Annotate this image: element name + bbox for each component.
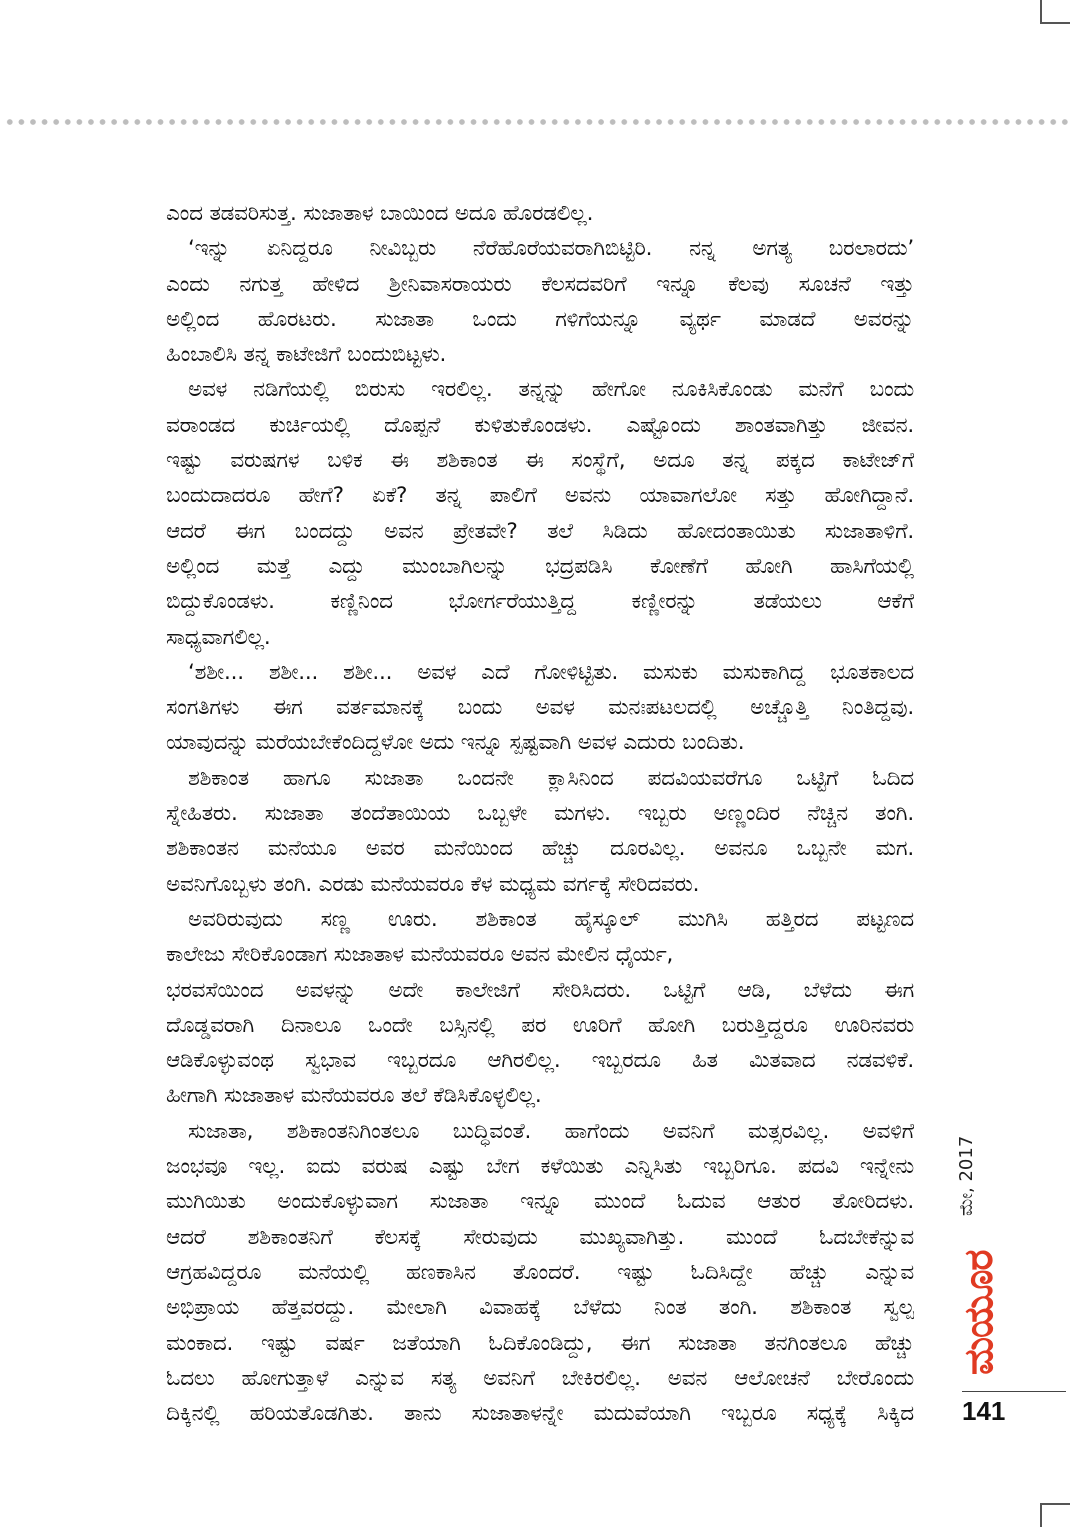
- page-number-rule: [962, 1391, 1066, 1392]
- text-line: ಆದರೆ ಈಗ ಬಂದದ್ದು ಅವನ ಪ್ರೇತವೇ? ತಲೆ ಸಿಡಿದು ಹೋದಂತಾಯಿತು ಸುಜಾತಾಳಿಗೆ.: [166, 518, 914, 544]
- magazine-logo: ಮಯೂರ: [956, 1250, 1002, 1375]
- text-line: ಬಂದುದಾದರೂ ಹೇಗೆ? ಏಕೆ? ತನ್ನ ಪಾಲಿಗೆ ಅವನು ಯಾವಾಗಲೋ ಸತ್ತು ಹೋಗಿದ್ದಾನೆ.: [166, 483, 914, 509]
- text-line: ‘ಶಶೀ... ಶಶೀ... ಶಶೀ... ಅವಳ ಎದೆ ಗೋಳಿಟ್ಟಿತು. ಮಸುಕು ಮಸುಕಾಗಿದ್ದ ಭೂತಕಾಲದ: [188, 659, 914, 685]
- text-line: ಯಾವುದನ್ನು ಮರೆಯಬೇಕೆಂದಿದ್ದಳೋ ಅದು ಇನ್ನೂ ಸ್ಪಷ್ಟವಾಗಿ ಅವಳ ಎದುರು ಬಂದಿತು.: [166, 730, 745, 756]
- text-line: ಓದಲು ಹೋಗುತ್ತಾಳೆ ಎನ್ನುವ ಸತ್ಯ ಅವನಿಗೆ ಬೇಕಿರಲಿಲ್ಲ. ಅವನ ಆಲೋಚನೆ ಬೇರೊಂದು: [166, 1365, 914, 1391]
- text-line: ಅವನಿಗೊಬ್ಬಳು ತಂಗಿ. ಎರಡು ಮನೆಯವರೂ ಕೆಳ ಮಧ್ಯಮ ವರ್ಗಕ್ಕೆ ಸೇರಿದವರು.: [166, 871, 700, 897]
- text-line: ಇಷ್ಟು ವರುಷಗಳ ಬಳಿಕ ಈ ಶಶಿಕಾಂತ ಈ ಸಂಸ್ಥೆಗೆ, ಅದೂ ತನ್ನ ಪಕ್ಕದ ಕಾಟೇಜ್‌ಗೆ: [166, 448, 914, 474]
- text-line: ಸ್ನೇಹಿತರು. ಸುಜಾತಾ ತಂದೆತಾಯಿಯ ಒಬ್ಬಳೇ ಮಗಳು. ಇಬ್ಬರು ಅಣ್ಣಂದಿರ ನೆಚ್ಚಿನ ತಂಗಿ.: [166, 801, 914, 827]
- text-line: ಭರವಸೆಯಿಂದ ಅವಳನ್ನು ಅದೇ ಕಾಲೇಜಿಗೆ ಸೇರಿಸಿದರು. ಒಟ್ಟಿಗೆ ಆಡಿ, ಬೆಳೆದು ಈಗ: [166, 977, 914, 1003]
- text-line: ವರಾಂಡದ ಕುರ್ಚಿಯಲ್ಲಿ ದೊಪ್ಪನೆ ಕುಳಿತುಕೊಂಡಳು. ಎಷ್ಟೊಂದು ಶಾಂತವಾಗಿತ್ತು ಜೀವನ.: [166, 412, 914, 438]
- text-line: ಶಶಿಕಾಂತನ ಮನೆಯೂ ಅವರ ಮನೆಯಿಂದ ಹೆಚ್ಚು ದೂರವಿಲ್ಲ. ಅವನೂ ಒಬ್ಬನೇ ಮಗ.: [166, 836, 914, 862]
- text-line: ಅಲ್ಲಿಂದ ಮತ್ತೆ ಎದ್ದು ಮುಂಬಾಗಿಲನ್ನು ಭದ್ರಪಡಿಸಿ ಕೋಣೆಗೆ ಹೋಗಿ ಹಾಸಿಗೆಯಲ್ಲಿ: [166, 553, 914, 579]
- text-line: ಸಾಧ್ಯವಾಗಲಿಲ್ಲ.: [166, 624, 271, 650]
- dotted-header-rule: [4, 118, 1070, 126]
- text-line: ಜಂಭವೂ ಇಲ್ಲ. ಐದು ವರುಷ ಎಷ್ಟು ಬೇಗ ಕಳೆಯಿತು ಎನ್ನಿಸಿತು ಇಬ್ಬರಿಗೂ. ಪದವಿ ಇನ್ನೇನು: [166, 1154, 914, 1180]
- page-number: 141: [962, 1396, 1006, 1426]
- text-line: ಬಿದ್ದುಕೊಂಡಳು. ಕಣ್ಣಿನಿಂದ ಭೋರ್ಗರೆಯುತ್ತಿದ್ದ ಕಣ್ಣೀರನ್ನು ತಡೆಯಲು ಆಕೆಗೆ: [166, 589, 914, 615]
- text-line: ‘ಇನ್ನು ಏನಿದ್ದರೂ ನೀವಿಬ್ಬರು ನೆರೆಹೊರೆಯವರಾಗಿಬಿಟ್ಟಿರಿ. ನನ್ನ ಅಗತ್ಯ ಬರಲಾರದು’: [188, 236, 914, 262]
- text-line: ದೊಡ್ಡವರಾಗಿ ದಿನಾಲೂ ಒಂದೇ ಬಸ್ಸಿನಲ್ಲಿ ಪರ ಊರಿಗೆ ಹೋಗಿ ಬರುತ್ತಿದ್ದರೂ ಊರಿನವರು: [166, 1012, 914, 1038]
- text-line: ಅವರಿರುವುದು ಸಣ್ಣ ಊರು. ಶಶಿಕಾಂತ ಹೈಸ್ಕೂಲ್ ಮುಗಿಸಿ ಹತ್ತಿರದ ಪಟ್ಟಣದ: [188, 906, 914, 932]
- text-line: ಮಂಕಾದ. ಇಷ್ಟು ವರ್ಷ ಜತೆಯಾಗಿ ಓದಿಕೊಂಡಿದ್ದು, ಈಗ ಸುಜಾತಾ ತನಗಿಂತಲೂ ಹೆಚ್ಚು: [166, 1330, 914, 1356]
- text-line: ಆಡಿಕೊಳ್ಳುವಂಥ ಸ್ವಭಾವ ಇಬ್ಬರದೂ ಆಗಿರಲಿಲ್ಲ. ಇಬ್ಬರದೂ ಹಿತ ಮಿತವಾದ ನಡವಳಿಕೆ.: [166, 1048, 914, 1074]
- text-line: ಹಿಂಬಾಲಿಸಿ ತನ್ನ ಕಾಟೇಜಿಗೆ ಬಂದುಬಿಟ್ಟಳು.: [166, 342, 447, 368]
- text-line: ಅವಳ ನಡಿಗೆಯಲ್ಲಿ ಬಿರುಸು ಇರಲಿಲ್ಲ. ತನ್ನನ್ನು ಹೇಗೋ ನೂಕಿಸಿಕೊಂಡು ಮನೆಗೆ ಬಂದು: [188, 377, 914, 403]
- text-line: ಹೀಗಾಗಿ ಸುಜಾತಾಳ ಮನೆಯವರೂ ತಲೆ ಕೆಡಿಸಿಕೊಳ್ಳಲಿಲ್ಲ.: [166, 1083, 542, 1109]
- text-line: ದಿಕ್ಕಿನಲ್ಲಿ ಹರಿಯತೊಡಗಿತು. ತಾನು ಸುಜಾತಾಳನ್ನೇ ಮದುವೆಯಾಗಿ ಇಬ್ಬರೂ ಸಧ್ಯಕ್ಕೆ ಸಿಕ್ಕಿದ: [166, 1401, 914, 1427]
- text-line: ಶಶಿಕಾಂತ ಹಾಗೂ ಸುಜಾತಾ ಒಂದನೇ ಕ್ಲಾಸಿನಿಂದ ಪದವಿಯವರೆಗೂ ಒಟ್ಟಿಗೆ ಓದಿದ: [188, 765, 914, 791]
- text-line: ಅಲ್ಲಿಂದ ಹೊರಟರು. ಸುಜಾತಾ ಒಂದು ಗಳಿಗೆಯನ್ನೂ ವ್ಯರ್ಥ ಮಾಡದೆ ಅವರನ್ನು: [166, 306, 914, 332]
- text-line: ಎಂದ ತಡವರಿಸುತ್ತ. ಸುಜಾತಾಳ ಬಾಯಿಂದ ಅದೂ ಹೊರಡಲಿಲ್ಲ.: [166, 201, 594, 226]
- text-line: ಅಭಿಪ್ರಾಯ ಹೆತ್ತವರದ್ದು. ಮೇಲಾಗಿ ವಿವಾಹಕ್ಕೆ ಬೆಳೆದು ನಿಂತ ತಂಗಿ. ಶಶಿಕಾಂತ ಸ್ವಲ್ಪ: [166, 1295, 914, 1321]
- text-line: ಸಂಗತಿಗಳು ಈಗ ವರ್ತಮಾನಕ್ಕೆ ಬಂದು ಅವಳ ಮನಃಪಟಲದಲ್ಲಿ ಅಚ್ಚೊತ್ತಿ ನಿಂತಿದ್ದವು.: [166, 695, 914, 721]
- text-line: ಎಂದು ನಗುತ್ತ ಹೇಳಿದ ಶ್ರೀನಿವಾಸರಾಯರು ಕೆಲಸದವರಿಗೆ ಇನ್ನೂ ಕೆಲವು ಸೂಚನೆ ಇತ್ತು: [166, 271, 914, 297]
- crop-mark-top: [1040, 0, 1070, 24]
- text-line: ಆದರೆ ಶಶಿಕಾಂತನಿಗೆ ಕೆಲಸಕ್ಕೆ ಸೇರುವುದು ಮುಖ್ಯವಾಗಿತ್ತು. ಮುಂದೆ ಓದಬೇಕೆನ್ನುವ: [166, 1224, 914, 1250]
- text-line: ಕಾಲೇಜು ಸೇರಿಕೊಂಡಾಗ ಸುಜಾತಾಳ ಮನೆಯವರೂ ಅವನ ಮೇಲಿನ ಧೈರ್ಯ,: [166, 942, 674, 968]
- text-line: ಆಗ್ರಹವಿದ್ದರೂ ಮನೆಯಲ್ಲಿ ಹಣಕಾಸಿನ ತೊಂದರೆ. ಇಷ್ಟು ಓದಿಸಿದ್ದೇ ಹೆಚ್ಚು ಎನ್ನುವ: [166, 1259, 914, 1285]
- issue-month: ಮೇ,: [956, 1187, 977, 1216]
- issue-year: 2017: [956, 1135, 977, 1182]
- issue-date: [956, 1136, 977, 1216]
- text-line: ಸುಜಾತಾ, ಶಶಿಕಾಂತನಿಗಿಂತಲೂ ಬುದ್ಧಿವಂತೆ. ಹಾಗೆಂದು ಅವನಿಗೆ ಮತ್ಸರವಿಲ್ಲ. ಅವಳಿಗೆ: [188, 1118, 914, 1144]
- crop-mark-bottom: [1040, 1503, 1070, 1527]
- text-line: ಮುಗಿಯಿತು ಅಂದುಕೊಳ್ಳುವಾಗ ಸುಜಾತಾ ಇನ್ನೂ ಮುಂದೆ ಓದುವ ಆತುರ ತೋರಿದಳು.: [166, 1189, 914, 1215]
- article-body: [166, 196, 914, 1431]
